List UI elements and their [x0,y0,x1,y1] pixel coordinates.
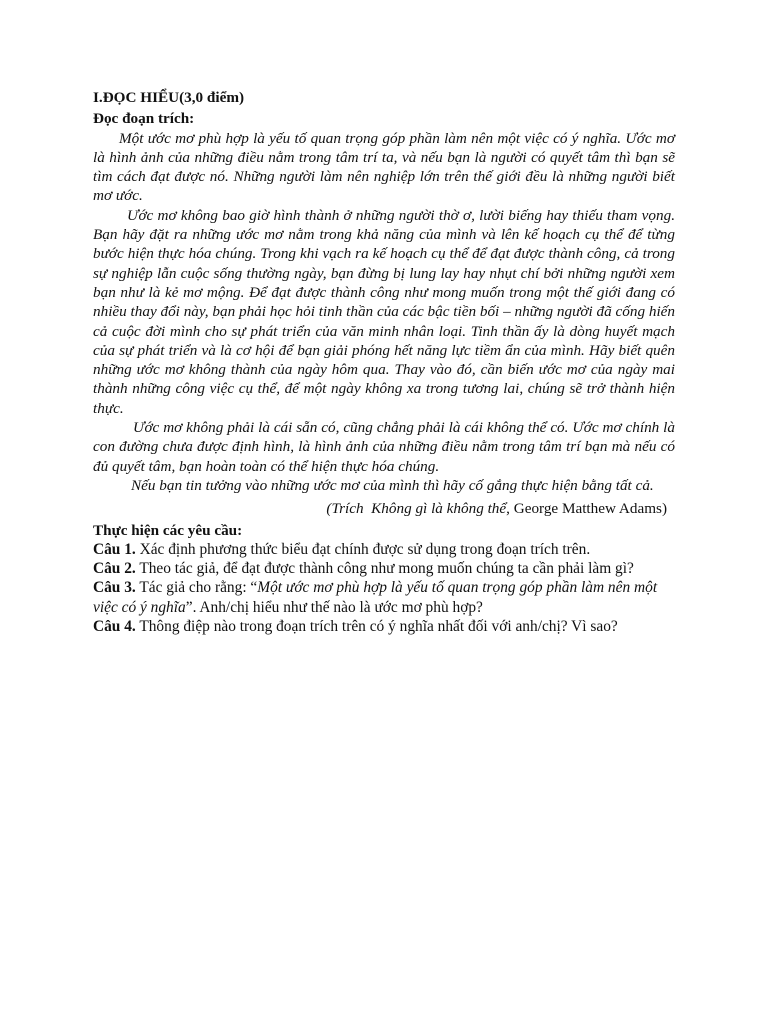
passage-paragraph-4: Nếu bạn tin tưởng vào những ước mơ của mình thì hãy cố gắng thực hiện bằng tất cả. [131,476,654,494]
question-3-after: ”. Anh/chị hiểu như thế nào là ước mơ phù hợp? [185,598,483,616]
question-4-text: Thông điệp nào trong đoạn trích trên có ý nghĩa nhất đối với anh/chị? Vì sao? [135,618,618,636]
questions-section [93,521,675,637]
source-author: , George Matthew Adams) [506,500,667,518]
question-3 [93,578,675,617]
question-3-before: Tác giả cho rằng: “ [135,579,258,597]
document-page [93,88,675,636]
question-2-label: Câu 2. [93,560,136,578]
requirements-heading: Thực hiện các yêu cầu: [93,521,243,539]
source-prefix: (Trích [326,500,364,518]
question-1 [93,540,675,559]
section-title: I.ĐỌC HIỂU(3,0 điểm) [93,89,245,106]
excerpt-heading: Đọc đoạn trích: [93,110,195,128]
source-title: Không gì là không thể [371,500,507,518]
passage-paragraph-3: Ước mơ không phải là cái sẵn có, cũng chẳng phải là cái không thể có. Ước mơ chính là con đường chưa được định hình, là hình ảnh của những điều nằm trong tâm trí bạn mà nếu có đủ quyết tâm, bạn hoàn toàn có thể hiện thực hóa chúng. [93,419,675,475]
passage [93,129,675,496]
question-4-label: Câu 4. [93,618,136,636]
question-2-text: Theo tác giả, để đạt được thành công như mong muốn chúng ta cần phải làm gì? [135,560,634,578]
question-3-label: Câu 3. [93,579,136,597]
question-1-label: Câu 1. [93,540,136,558]
passage-paragraph-1: Một ước mơ phù hợp là yếu tố quan trọng góp phần làm nên một việc có ý nghĩa. Ước mơ là hình ảnh của những điều nằm trong tâm trí ta, và nếu bạn là người có quyết tâm thì bạn sẽ tìm cách đạt được nó. Những người làm nên nghiệp lớn trên thế giới đều là những người biết mơ ước. [93,129,675,205]
passage-paragraph-2: Ước mơ không bao giờ hình thành ở những người thờ ơ, lười biếng hay thiếu tham vọng. Bạn hãy đặt ra những ước mơ nằm trong khả năng của mình và lên kế hoạch cụ thể để từng bước hiện thực hóa chúng. Trong khi vạch ra kế hoạch cụ thể để đạt được thành công, cả trong sự nghiệp lẫn cuộc sống thường ngày, bạn đừng bị lung lay hay nhụt chí bởi những người xem bạn như là kẻ mơ mộng. Để đạt được thành công như mong muốn trong một thế giới đang có nhiều thay đổi này, bạn phải học hỏi tinh thần của các bậc tiền bối – những người đã cống hiến cả cuộc đời mình cho sự phát triển của văn minh nhân loại. Tinh thần ấy là dòng huyết mạch của sự phát triển và là cơ hội để bạn giải phóng hết năng lực tiềm ẩn của mình. Hãy biết quên những ước mơ không thành của ngày hôm qua. Thay vào đó, cần biến ước mơ của ngày mai thành những công việc cụ thể, để một ngày không xa trong tương lai, chúng sẽ trở thành hiện thực. [93,206,675,417]
question-4 [93,617,675,636]
question-1-text: Xác định phương thức biểu đạt chính được sử dụng trong đoạn trích trên. [135,540,591,558]
source-citation [93,499,675,518]
question-3-quote: Một ước mơ phù hợp là yếu tố quan trọng góp phần làm nên một việc có ý nghĩa [93,579,658,616]
question-2 [93,559,675,578]
